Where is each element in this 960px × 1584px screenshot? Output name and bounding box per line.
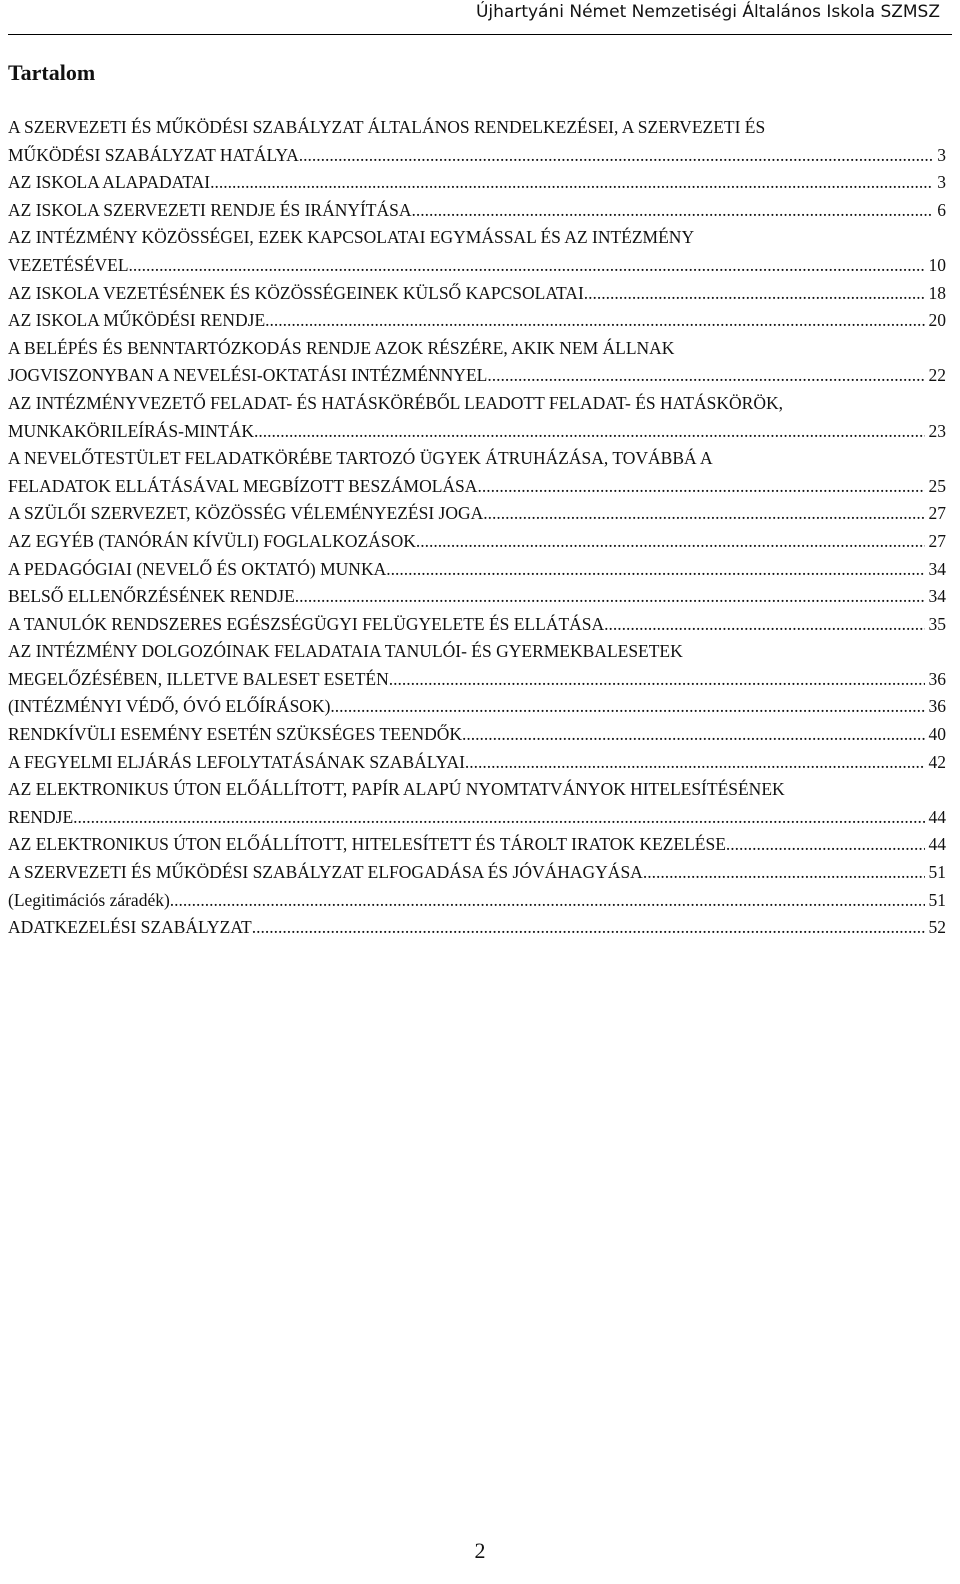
- toc-entry-line: [8, 693, 946, 721]
- toc-entry-line: [8, 500, 946, 528]
- toc-leader-dots: [252, 914, 925, 942]
- toc-entry-text: ADATKEZELÉSI SZABÁLYZAT: [8, 917, 252, 938]
- toc-entry-line: [8, 804, 946, 832]
- toc-page-number: 27: [928, 530, 946, 551]
- toc-entry-text: A TANULÓK RENDSZERES EGÉSZSÉGÜGYI FELÜGYELETE ÉS ELLÁTÁSA: [8, 613, 605, 634]
- toc-entry-text: AZ EGYÉB (TANÓRÁN KÍVÜLI) FOGLALKOZÁSOK: [8, 530, 416, 551]
- toc-entry[interactable]: [8, 197, 946, 225]
- toc-entry-line: [8, 528, 946, 556]
- toc-leader-dots: [330, 693, 924, 721]
- toc-entry[interactable]: [8, 500, 946, 528]
- toc-leader-dots: [129, 252, 925, 280]
- toc-page-number: 22: [928, 365, 946, 386]
- toc-leader-dots: [483, 500, 924, 528]
- toc-entry-text-line: AZ INTÉZMÉNY DOLGOZÓINAK FELADATAIA TANULÓI- ÉS GYERMEKBALESETEK: [8, 641, 683, 662]
- toc-entry-text-line: AZ INTÉZMÉNYVEZETŐ FELADAT- ÉS HATÁSKÖRÉBŐL LEADOTT FELADAT- ÉS HATÁSKÖRÖK,: [8, 392, 783, 413]
- toc-entry[interactable]: [8, 638, 946, 693]
- toc-entry-line: [8, 252, 946, 280]
- toc-entry-text: BELSŐ ELLENŐRZÉSÉNEK RENDJE: [8, 586, 295, 607]
- toc-leader-dots: [477, 473, 924, 501]
- toc-entry-line: [8, 142, 946, 170]
- toc-entry[interactable]: [8, 583, 946, 611]
- toc-entry-line: [8, 611, 946, 639]
- toc-entry[interactable]: [8, 280, 946, 308]
- toc-entry-line: [8, 749, 946, 777]
- toc-entry[interactable]: [8, 611, 946, 639]
- toc-entry[interactable]: [8, 721, 946, 749]
- toc-leader-dots: [465, 749, 925, 777]
- toc-entry[interactable]: [8, 445, 946, 500]
- toc-entry[interactable]: [8, 859, 946, 887]
- toc-page-number: 34: [928, 558, 946, 579]
- toc-entry[interactable]: [8, 169, 946, 197]
- toc-entry[interactable]: [8, 693, 946, 721]
- toc-entry-text: MUNKAKÖRILEÍRÁS-MINTÁK.: [8, 420, 259, 441]
- page-number: 2: [474, 1538, 486, 1563]
- toc-entry-text: MEGELŐZÉSÉBEN, ILLETVE BALESET ESETÉN: [8, 668, 389, 689]
- toc-leader-dots: [604, 611, 924, 639]
- toc-entry-line: [8, 831, 946, 859]
- toc-entry-text: (INTÉZMÉNYI VÉDŐ, ÓVÓ ELŐÍRÁSOK): [8, 696, 331, 717]
- toc-leader-dots: [416, 528, 925, 556]
- toc-page-number: 23: [928, 420, 946, 441]
- toc-entry-line: [8, 418, 946, 446]
- toc-entry-text: A SZERVEZETI ÉS MŰKÖDÉSI SZABÁLYZAT ELFOGADÁSA ÉS JÓVÁHAGYÁSA: [8, 862, 643, 883]
- toc-leader-dots: [386, 556, 924, 584]
- toc-entry[interactable]: [8, 887, 946, 915]
- toc-entry-line: [8, 473, 946, 501]
- toc-entry-text: AZ ISKOLA ALAPADATAI: [8, 172, 211, 193]
- toc-leader-dots: [389, 666, 925, 694]
- toc-entry-text-line: A BELÉPÉS ÉS BENNTARTÓZKODÁS RENDJE AZOK RÉSZÉRE, AKIK NEM ÁLLNAK: [8, 337, 675, 358]
- toc-entry-line: [8, 666, 946, 694]
- toc-page-number: 44: [928, 834, 946, 855]
- toc-leader-dots: [258, 418, 924, 446]
- toc-entry[interactable]: [8, 528, 946, 556]
- toc-entry-text: FELADATOK ELLÁTÁSÁVAL MEGBÍZOTT BESZÁMOLÁSA: [8, 475, 478, 496]
- toc-leader-dots: [643, 859, 925, 887]
- toc-page-number: 34: [928, 586, 946, 607]
- toc-entry-line: [8, 307, 946, 335]
- toc-entry-text: (Legitimációs záradék): [8, 889, 170, 910]
- toc-page-number: 18: [928, 282, 946, 303]
- toc-page-number: 35: [928, 613, 946, 634]
- toc-page-number: 42: [928, 751, 946, 772]
- toc-entry[interactable]: [8, 114, 946, 169]
- toc-entry-text: A PEDAGÓGIAI (NEVELŐ ÉS OKTATÓ) MUNKA: [8, 558, 387, 579]
- toc-entry-text-line: AZ INTÉZMÉNY KÖZÖSSÉGEI, EZEK KAPCSOLATAI EGYMÁSSAL ÉS AZ INTÉZMÉNY: [8, 227, 695, 248]
- toc-entry[interactable]: [8, 556, 946, 584]
- page-header: [8, 0, 952, 35]
- toc-entry-text: VEZETÉSÉVEL: [8, 254, 129, 275]
- toc-entry-text-line: A SZERVEZETI ÉS MŰKÖDÉSI SZABÁLYZAT ÁLTALÁNOS RENDELKEZÉSEI, A SZERVEZETI ÉS: [8, 117, 766, 137]
- toc-page-number: 36: [928, 668, 946, 689]
- toc-entry[interactable]: [8, 914, 946, 942]
- toc-entry-text: RENDKÍVÜLI ESEMÉNY ESETÉN SZÜKSÉGES TEENDŐK: [8, 724, 463, 745]
- toc-page-number: 25: [928, 475, 946, 496]
- toc-page-number: 3: [937, 172, 946, 193]
- toc-entry-text: AZ ISKOLA SZERVEZETI RENDJE ÉS IRÁNYÍTÁSA: [8, 199, 412, 220]
- toc-leader-dots: [170, 887, 925, 915]
- toc-page-number: 36: [928, 696, 946, 717]
- toc-entry-line: [8, 914, 946, 942]
- toc-entry-line: [8, 169, 946, 197]
- toc-page-number: 20: [928, 310, 946, 331]
- toc-entry-text: MŰKÖDÉSI SZABÁLYZAT HATÁLYA: [8, 144, 299, 165]
- toc-entry-text: AZ ISKOLA VEZETÉSÉNEK ÉS KÖZÖSSÉGEINEK KÜLSŐ KAPCSOLATAI: [8, 282, 584, 303]
- toc-page-number: 40: [928, 724, 946, 745]
- toc-leader-dots: [299, 142, 933, 170]
- table-of-contents: [8, 114, 946, 942]
- toc-entry-text: AZ ELEKTRONIKUS ÚTON ELŐÁLLÍTOTT, HITELESÍTETT ÉS TÁROLT IRATOK KEZELÉSE: [8, 834, 726, 855]
- toc-page-number: 51: [928, 889, 946, 910]
- header-title: Újhartyáni Német Nemzetiségi Általános Iskola SZMSZ: [475, 2, 940, 22]
- toc-entry-text: JOGVISZONYBAN A NEVELÉSI-OKTATÁSI INTÉZMÉNNYEL.: [8, 365, 492, 386]
- toc-leader-dots: [462, 721, 924, 749]
- toc-leader-dots: [492, 362, 925, 390]
- toc-entry-text-line: AZ ELEKTRONIKUS ÚTON ELŐÁLLÍTOTT, PAPÍR ALAPÚ NYOMTATVÁNYOK HITELESÍTÉSÉNEK: [8, 779, 785, 800]
- toc-entry-text: RENDJE: [8, 806, 74, 827]
- toc-entry-line: [8, 197, 946, 225]
- toc-entry-line: [8, 859, 946, 887]
- toc-entry-line: [8, 362, 946, 390]
- toc-leader-dots: [584, 280, 925, 308]
- toc-leader-dots: [726, 831, 925, 859]
- toc-entry-line: [8, 556, 946, 584]
- toc-entry-line: [8, 721, 946, 749]
- toc-entry-text: A SZÜLŐI SZERVEZET, KÖZÖSSÉG VÉLEMÉNYEZÉSI JOGA: [8, 503, 484, 524]
- toc-entry-line: [8, 280, 946, 308]
- toc-title: Tartalom: [8, 60, 96, 85]
- toc-leader-dots: [265, 307, 924, 335]
- toc-page-number: 52: [928, 917, 946, 938]
- toc-page-number: 27: [928, 503, 946, 524]
- toc-page-number: 51: [928, 862, 946, 883]
- toc-leader-dots: [295, 583, 925, 611]
- toc-page-number: 10: [928, 254, 946, 275]
- toc-page-number: 44: [928, 806, 946, 827]
- toc-entry-text-line: A NEVELŐTESTÜLET FELADATKÖRÉBE TARTOZÓ ÜGYEK ÁTRUHÁZÁSA, TOVÁBBÁ A: [8, 448, 713, 469]
- toc-entry-text: AZ ISKOLA MŰKÖDÉSI RENDJE: [8, 310, 266, 331]
- toc-page-number: 3: [937, 144, 946, 165]
- toc-leader-dots: [412, 197, 934, 225]
- toc-leader-dots: [210, 169, 933, 197]
- toc-entry[interactable]: [8, 390, 946, 445]
- toc-entry[interactable]: [8, 307, 946, 335]
- toc-page-number: 6: [937, 199, 946, 220]
- toc-entry-text: A FEGYELMI ELJÁRÁS LEFOLYTATÁSÁNAK SZABÁLYAI: [8, 751, 465, 772]
- toc-entry-line: [8, 583, 946, 611]
- toc-entry[interactable]: [8, 776, 946, 831]
- toc-entry[interactable]: [8, 749, 946, 777]
- toc-entry-line: [8, 887, 946, 915]
- toc-entry[interactable]: [8, 335, 946, 390]
- toc-entry[interactable]: [8, 224, 946, 279]
- toc-leader-dots: [73, 804, 924, 832]
- toc-entry[interactable]: [8, 831, 946, 859]
